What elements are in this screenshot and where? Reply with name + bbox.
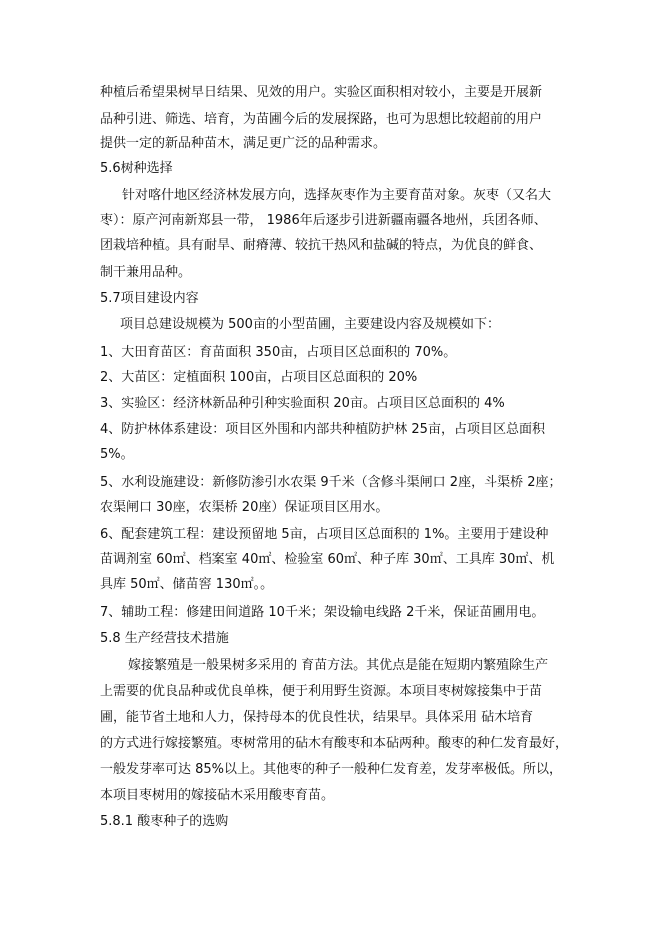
list-item: 1、大田育苗区：育苗面积 350亩，占项目区总面积的 70%。 [100, 345, 457, 360]
list-item-continuation: 苗调剂室 60㎡、档案室 40㎡、检验室 60㎡、种子库 30㎡、工具库 30㎡、机 [100, 552, 555, 567]
paragraph-line: 种植后希望果树早日结果、见效的用户。实验区面积相对较小，主要是开展新 [100, 85, 543, 100]
list-item: 2、大苗区：定植面积 100亩，占项目区总面积的 20% [100, 370, 418, 385]
list-item-continuation: 具库 50㎡、储苗窖 130㎡。。 [100, 577, 274, 592]
paragraph-line: 上需要的优良品种或优良单株，便于利用野生资源。本项目枣树嫁接集中于苗 [100, 684, 543, 699]
paragraph-line: 团栽培种植。具有耐旱、耐瘠薄、较抗干热风和盐碱的特点，为优良的鲜食、 [100, 238, 543, 253]
list-item: 3、实验区：经济林新品种引种实验面积 20亩。占项目区总面积的 4% [100, 396, 505, 411]
paragraph-line: 品种引进、筛选、培育，为苗圃今后的发展探路，也可为思想比较超前的用户 [100, 112, 543, 127]
paragraph-line: 提供一定的新品种苗木，满足更广泛的品种需求。 [100, 136, 387, 151]
list-item-continuation: 5%。 [100, 447, 134, 462]
list-item: 7、辅助工程：修建田间道路 10千米；架设输电线路 2千米，保证苗圃用电。 [100, 605, 545, 620]
paragraph-line: 枣）：原产河南新郑县一带， 1986年后逐步引进新疆南疆各地州，兵团各师、 [100, 213, 547, 228]
section-heading-5-7: 5.7项目建设内容 [100, 291, 199, 306]
paragraph-line: 项目总建设规模为 500亩的小型苗圃，主要建设内容及规模如下： [120, 317, 500, 332]
list-item-continuation: 农渠闸口 30座，农渠桥 20座）保证项目区用水。 [100, 500, 389, 515]
paragraph-line: 一般发芽率可达 85%以上。其他枣的种子一般种仁发育差，发芽率极低。所以， [100, 762, 563, 777]
list-item: 6、配套建筑工程：建设预留地 5亩，占项目区总面积的 1%。主要用于建设种 [100, 527, 549, 542]
section-heading-5-8: 5.8 生产经营技术措施 [100, 631, 229, 646]
section-heading-5-8-1: 5.8.1 酸枣种子的选购 [100, 814, 229, 829]
section-heading-5-6: 5.6树种选择 [100, 161, 173, 176]
paragraph-line: 的方式进行嫁接繁殖。枣树常用的砧木有酸枣和本砧两种。酸枣的种仁发育最好， [100, 736, 569, 751]
paragraph-line: 制干兼用品种。 [100, 265, 192, 280]
paragraph-line: 圃，能节省土地和人力，保持母本的优良性状，结果早。具体采用 砧木培育 [100, 710, 534, 725]
paragraph-line: 本项目枣树用的嫁接砧木采用酸枣育苗。 [100, 788, 335, 803]
paragraph-line: 嫁接繁殖是一般果树多采用的 育苗方法。其优点是能在短期内繁殖除生产 [128, 658, 549, 673]
list-item: 5、水利设施建设：新修防渗引水农渠 9千米（含修斗渠闸口 2座，斗渠桥 2座； [100, 475, 562, 490]
paragraph-line: 针对喀什地区经济林发展方向，选择灰枣作为主要育苗对象。灰枣（又名大 [122, 188, 552, 203]
list-item: 4、防护林体系建设：项目区外围和内部共种植防护林 25亩，占项目区总面积 [100, 422, 545, 437]
